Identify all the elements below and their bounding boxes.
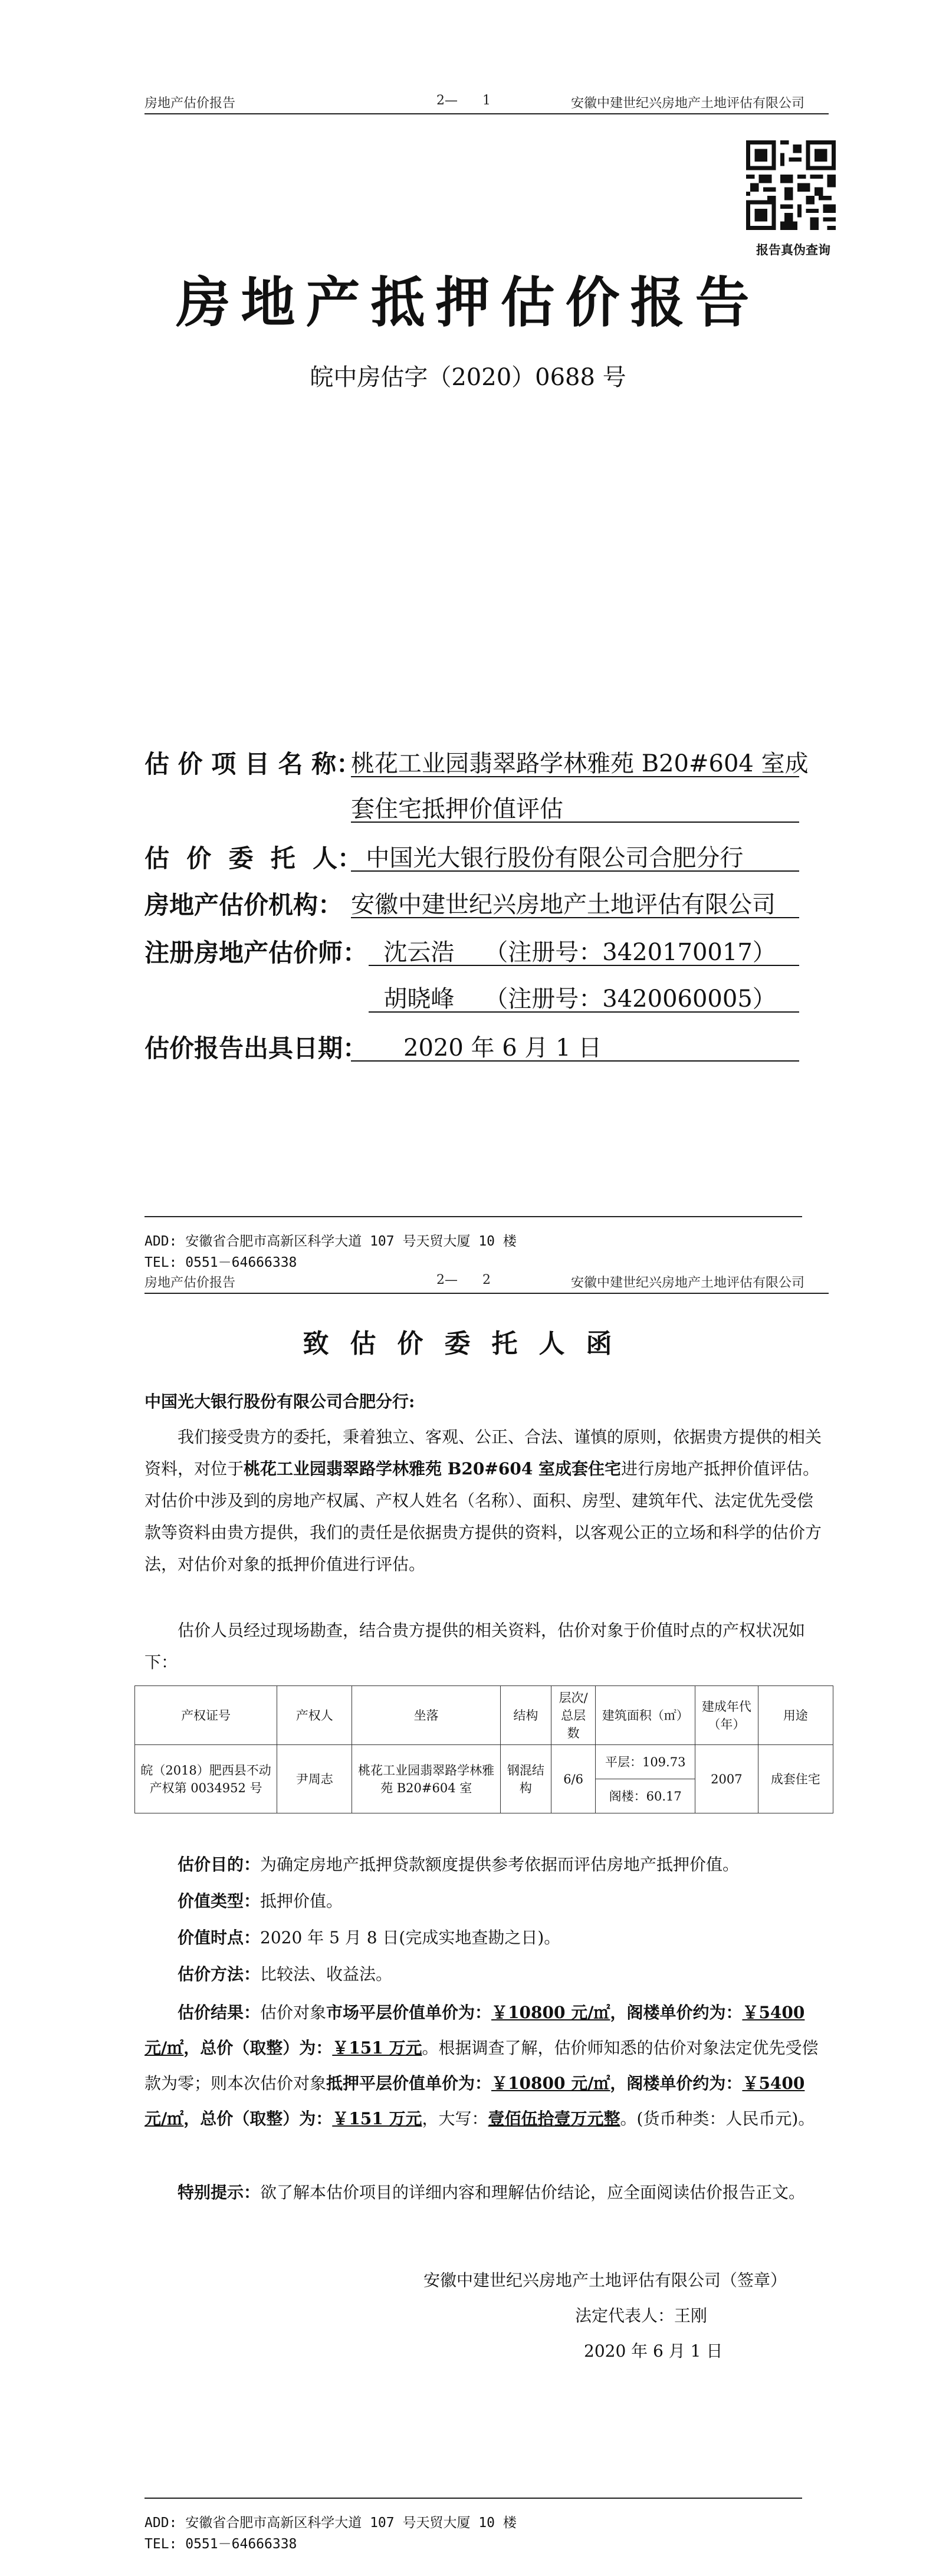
label-client: 估 价 委 托 人： xyxy=(144,844,362,873)
page1-header-rule xyxy=(144,113,829,114)
qr-caption: 报告真伪查询 xyxy=(756,243,830,257)
th-cert: 产权证号 xyxy=(135,1686,277,1745)
page2-footer-address: ADD: 安徽省合肥市高新区科学大道 107 号天贸大厦 10 楼 xyxy=(144,2515,517,2531)
result-t3: ，阁楼单价约为： xyxy=(610,2003,743,2022)
result-paragraph xyxy=(144,1995,829,2137)
value-date-label: 价值时点： xyxy=(178,1928,261,1947)
value-project-name-line2: 套住宅抵押价值评估 xyxy=(351,796,563,823)
page2-header-rule xyxy=(144,1293,829,1294)
letter-paragraph-1 xyxy=(144,1421,829,1581)
td-area-attic: 阁楼：60.17 xyxy=(596,1779,695,1813)
value-date-line xyxy=(144,1922,829,1954)
result-t9: ，大写： xyxy=(422,2109,488,2128)
letter-title: 致估价委托人函 xyxy=(303,1329,633,1359)
special-note xyxy=(144,2177,829,2209)
label-project-name: 估 价 项 目 名 称： xyxy=(144,750,362,778)
result-t2: 市场平层价值单价为： xyxy=(326,2003,492,2022)
underline-client xyxy=(351,870,799,872)
p1-text-c: 进行房地产抵押价值评估。对估价中涉及到的房地产权属、产权人姓名（名称）、面积、房型、建筑年代、法定优先受偿款等资料由贵方提供，我们的责任是依据贵方提供的资料，以客观公正的立场和科学的估价方法，对估价对象的抵押价值进行评估。 xyxy=(144,1459,822,1574)
th-use: 用途 xyxy=(758,1686,833,1745)
underline-appraiser-2 xyxy=(369,1011,799,1013)
th-structure: 结构 xyxy=(500,1686,551,1745)
signature-date: 2020 年 6 月 1 日 xyxy=(584,2341,723,2361)
result-t10: 。(货币种类：人民币元)。 xyxy=(620,2109,815,2128)
td-floor: 6/6 xyxy=(551,1745,596,1813)
report-number: 皖中房估字（2020）0688 号 xyxy=(310,364,626,391)
th-location: 坐落 xyxy=(352,1686,500,1745)
page2-header-left: 房地产估价报告 xyxy=(144,1276,236,1290)
result-t4: ，总价（取整）为： xyxy=(183,2038,333,2058)
page1-footer-tel: TEL: 0551－64666338 xyxy=(144,1255,297,1270)
td-owner: 尹周志 xyxy=(277,1745,352,1813)
table-header-row xyxy=(135,1686,833,1745)
value-client: 中国光大银行股份有限公司合肥分行 xyxy=(351,845,744,872)
label-appraisers: 注册房地产估价师： xyxy=(144,938,368,967)
td-location: 桃花工业园翡翠路学林雅苑 B20#604 室 xyxy=(352,1745,500,1813)
special-label: 特别提示： xyxy=(178,2183,261,2202)
value-date-text: 2020 年 5 月 8 日(完成实地查勘之日)。 xyxy=(260,1928,561,1947)
underline-project-2 xyxy=(351,822,799,823)
value-appraiser-1: 沈云浩 （注册号：3420170017） xyxy=(369,939,776,966)
property-rights-table xyxy=(134,1685,833,1813)
p1-text-a: 我们接受贵方的委托，秉着独立、客观、公正、合法、谨慎的原则，依据贵方提供的相关资料，对位于 xyxy=(144,1427,822,1478)
result-t5: 。根据调查了解，估价师知悉的估价对象法定优先受偿款为零；则本次估价对象 xyxy=(144,2038,819,2093)
result-t1: 估价对象 xyxy=(260,2003,327,2022)
purpose-label: 估价目的： xyxy=(178,1855,261,1874)
page2-header-page: 2— 2 xyxy=(436,1273,491,1287)
th-year: 建成年代（年） xyxy=(695,1686,758,1745)
result-market-total: ￥151 万元 xyxy=(332,2038,422,2058)
purpose-text: 为确定房地产抵押贷款额度提供参考依据而评估房地产抵押价值。 xyxy=(260,1855,740,1874)
td-use: 成套住宅 xyxy=(758,1745,833,1813)
purpose-line xyxy=(144,1849,829,1881)
value-project-name-line1: 桃花工业园翡翠路学林雅苑 B20#604 室成 xyxy=(351,750,809,777)
page2-footer-tel: TEL: 0551－64666338 xyxy=(144,2536,297,2552)
table-row xyxy=(135,1745,833,1779)
qr-code-icon[interactable] xyxy=(746,140,836,230)
page2-header-right: 安徽中建世纪兴房地产土地评估有限公司 xyxy=(571,1276,805,1290)
value-type-text: 抵押价值。 xyxy=(260,1891,343,1911)
letter-addressee: 中国光大银行股份有限公司合肥分行: xyxy=(144,1392,415,1411)
result-mortgage-unit-price: ￥10800 元/㎡ xyxy=(491,2074,610,2093)
method-text: 比较法、收益法。 xyxy=(260,1964,393,1984)
signature-representative: 法定代表人：王刚 xyxy=(575,2306,708,2325)
result-total-in-words: 壹佰伍拾壹万元整 xyxy=(488,2109,620,2128)
p1-property-location: 桃花工业园翡翠路学林雅苑 B20#604 室成套住宅 xyxy=(244,1459,622,1478)
td-cert: 皖（2018）肥西县不动产权第 0034952 号 xyxy=(135,1745,277,1813)
value-agency: 安徽中建世纪兴房地产土地评估有限公司 xyxy=(351,891,776,918)
th-floor: 层次/总层数 xyxy=(551,1686,596,1745)
page1-header-page: 2— 1 xyxy=(436,93,491,108)
td-structure: 钢混结构 xyxy=(500,1745,551,1813)
result-t8: ，总价（取整）为： xyxy=(183,2109,333,2128)
label-agency: 房地产估价机构： xyxy=(144,891,343,919)
value-appraiser-2: 胡晓峰 （注册号：3420060005） xyxy=(369,985,776,1013)
result-market-unit-price: ￥10800 元/㎡ xyxy=(491,2003,610,2022)
value-type-label: 价值类型： xyxy=(178,1891,261,1911)
result-t7: ，阁楼单价约为： xyxy=(610,2074,743,2093)
letter-paragraph-2: 估价人员经过现场勘查，结合贵方提供的相关资料，估价对象于价值时点的产权状况如下： xyxy=(144,1621,806,1672)
td-area-flat: 平层：109.73 xyxy=(596,1745,695,1779)
result-mortgage-total: ￥151 万元 xyxy=(332,2109,422,2128)
report-title: 房地产抵押估价报告 xyxy=(176,271,760,334)
td-year: 2007 xyxy=(695,1745,758,1813)
signature-company: 安徽中建世纪兴房地产土地评估有限公司（签章） xyxy=(423,2271,787,2290)
underline-appraiser-1 xyxy=(369,965,799,966)
result-label: 估价结果： xyxy=(178,2003,261,2022)
page1-header-right: 安徽中建世纪兴房地产土地评估有限公司 xyxy=(571,96,805,111)
page1-footer-rule xyxy=(144,1216,802,1217)
method-line xyxy=(144,1959,829,1990)
underline-project-1 xyxy=(351,776,799,777)
value-type-line xyxy=(144,1885,829,1917)
underline-report-date xyxy=(351,1060,799,1062)
label-report-date: 估价报告出具日期： xyxy=(144,1034,368,1063)
value-report-date: 2020 年 6 月 1 日 xyxy=(351,1034,602,1062)
page1-footer-address: ADD: 安徽省合肥市高新区科学大道 107 号天贸大厦 10 楼 xyxy=(144,1234,517,1249)
special-text: 欲了解本估价项目的详细内容和理解估价结论，应全面阅读估价报告正文。 xyxy=(260,2183,806,2202)
th-area: 建筑面积（㎡） xyxy=(596,1686,695,1745)
page1-header-left: 房地产估价报告 xyxy=(144,96,236,111)
underline-agency xyxy=(351,917,799,918)
result-market-attic-price: ￥5400 元/㎡ xyxy=(144,2003,805,2058)
page2-footer-rule xyxy=(144,2498,802,2499)
result-t6: 抵押平层价值单价为： xyxy=(326,2074,492,2093)
th-owner: 产权人 xyxy=(277,1686,352,1745)
method-label: 估价方法： xyxy=(178,1964,261,1984)
result-mortgage-attic-price: ￥5400 元/㎡ xyxy=(144,2074,805,2128)
